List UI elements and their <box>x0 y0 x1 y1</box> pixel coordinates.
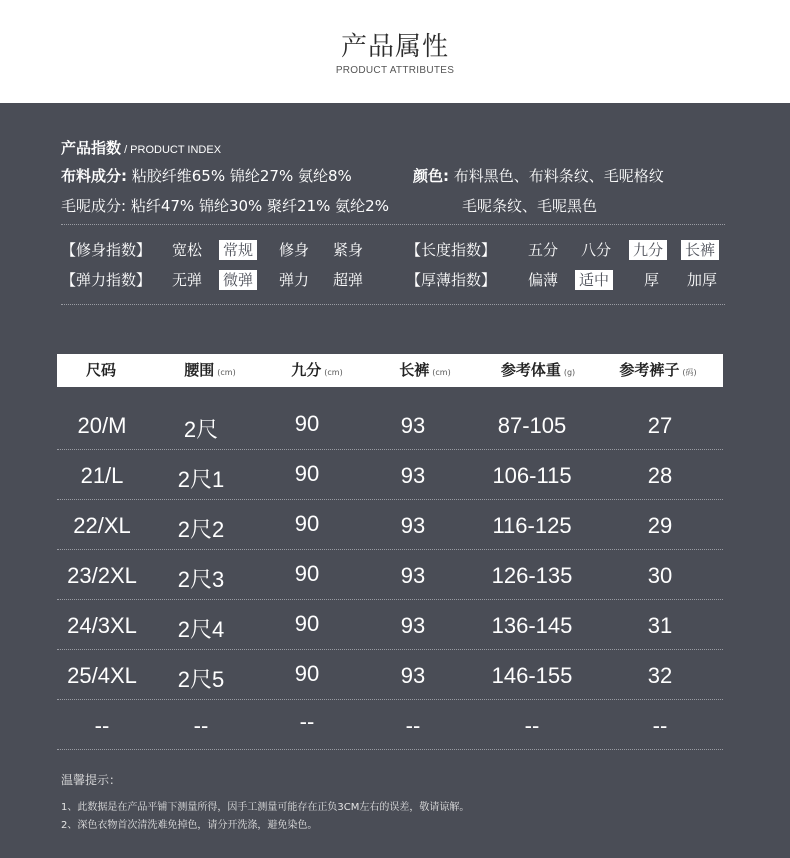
table-cell: 90 <box>294 611 320 636</box>
table-cell: 93 <box>400 613 426 638</box>
table-cell: 28 <box>647 463 673 488</box>
product-index-title: 产品指数 <box>61 139 122 157</box>
length-index-label: 【长度指数】 <box>406 241 497 259</box>
column-header: 参考体重 (g) <box>500 361 576 379</box>
elastic-option: 超弹 <box>333 271 364 289</box>
table-cell: 21/L <box>80 463 124 488</box>
table-cell: -- <box>652 713 668 738</box>
column-header: 长裤 (cm) <box>399 361 451 379</box>
page-subtitle: PRODUCT ATTRIBUTES <box>335 65 455 76</box>
table-cell: 29 <box>647 513 673 538</box>
table-cell: 2尺 <box>183 417 219 442</box>
table-cell: -- <box>94 713 110 738</box>
table-cell: 2尺3 <box>177 567 225 592</box>
table-cell: 30 <box>647 563 673 588</box>
table-cell: 20/M <box>77 413 127 438</box>
size-table-header <box>57 354 723 387</box>
elastic-index-label: 【弹力指数】 <box>61 271 152 289</box>
fit-index-label: 【修身指数】 <box>61 241 152 259</box>
row-divider <box>57 699 723 700</box>
thickness-option: 偏薄 <box>528 271 559 289</box>
table-cell: 93 <box>400 663 426 688</box>
table-cell: 116-125 <box>492 513 572 538</box>
product-index-heading <box>61 137 221 158</box>
wool-color: 毛呢条纹、毛呢黑色 <box>462 197 598 215</box>
table-cell: 23/2XL <box>67 563 137 588</box>
table-cell: 93 <box>400 413 426 438</box>
column-header: 九分 (cm) <box>291 361 343 379</box>
row-divider <box>57 499 723 500</box>
fit-option: 修身 <box>279 241 310 259</box>
elastic-option: 弹力 <box>279 271 310 289</box>
elastic-option: 无弹 <box>172 271 203 289</box>
row-divider <box>57 449 723 450</box>
divider <box>61 224 725 225</box>
divider <box>61 304 725 305</box>
column-header: 尺码 <box>85 361 117 379</box>
fit-option: 紧身 <box>333 241 364 259</box>
row-divider <box>57 649 723 650</box>
fabric-line <box>61 165 352 186</box>
length-option: 八分 <box>581 241 612 259</box>
table-cell: -- <box>524 713 540 738</box>
thickness-option: 加厚 <box>687 271 718 289</box>
table-cell: 126-135 <box>491 563 573 588</box>
table-cell: 87-105 <box>497 413 567 438</box>
notes-title: 温馨提示： <box>61 773 122 787</box>
table-cell: 27 <box>647 413 673 438</box>
table-cell: 90 <box>294 561 320 586</box>
table-cell: 31 <box>647 613 673 638</box>
table-cell: 90 <box>294 511 320 536</box>
table-cell: 93 <box>400 513 426 538</box>
table-cell: 106-115 <box>492 463 572 488</box>
table-cell: 93 <box>400 463 426 488</box>
row-divider <box>57 549 723 550</box>
table-cell: 93 <box>400 563 426 588</box>
table-cell: 2尺2 <box>177 517 225 542</box>
row-divider <box>57 749 723 750</box>
fit-option: 宽松 <box>172 241 203 259</box>
wool-value: 粘纤47% 锦纶30% 聚纤21% 氨纶2% <box>126 197 389 215</box>
index-row-fit-length <box>0 240 790 262</box>
table-cell: 22/XL <box>73 513 131 538</box>
color-label: 颜色: <box>413 167 449 185</box>
fabric-value: 粘胶纤维65% 锦纶27% 氨纶8% <box>127 167 352 185</box>
table-cell: 24/3XL <box>67 613 137 638</box>
fabric-label: 布料成分: <box>61 167 127 185</box>
length-option-selected: 长裤 <box>681 240 719 260</box>
table-cell: 25/4XL <box>67 663 137 688</box>
attributes-panel <box>0 103 790 858</box>
table-cell: 2尺5 <box>177 667 225 692</box>
index-row-elastic-thickness <box>0 270 790 292</box>
table-cell: 90 <box>294 411 320 436</box>
row-divider <box>57 599 723 600</box>
table-cell: -- <box>299 709 315 734</box>
note-item: 1、此数据是在产品平铺下测量所得，因手工测量可能存在正负3CM左右的误差，敬请谅解。 <box>61 802 470 813</box>
table-cell: 136-145 <box>491 613 573 638</box>
thickness-option: 厚 <box>644 271 660 289</box>
table-cell: -- <box>193 713 209 738</box>
page-title: 产品属性 <box>340 32 449 62</box>
elastic-option-selected: 微弹 <box>219 270 257 290</box>
table-cell: 32 <box>647 663 673 688</box>
length-option-selected: 九分 <box>629 240 667 260</box>
thickness-option-selected: 适中 <box>575 270 613 290</box>
wool-line <box>61 195 389 216</box>
table-cell: 90 <box>294 461 320 486</box>
table-cell: 2尺4 <box>177 617 225 642</box>
color-value: 布料黑色、布料条纹、毛呢格纹 <box>449 167 664 185</box>
column-header: 参考裤子 (码) <box>619 361 697 379</box>
length-option: 五分 <box>528 241 559 259</box>
page-header <box>0 0 790 103</box>
thickness-index-label: 【厚薄指数】 <box>406 271 497 289</box>
table-cell: 146-155 <box>491 663 573 688</box>
color-line <box>413 165 664 186</box>
column-header: 腰围 (cm) <box>184 361 236 379</box>
fit-option-selected: 常规 <box>219 240 257 260</box>
table-cell: 90 <box>294 661 320 686</box>
wool-label: 毛呢成分: <box>61 197 127 215</box>
note-item: 2、深色衣物首次清洗难免掉色，请分开洗涤，避免染色。 <box>61 820 318 831</box>
table-cell: 2尺1 <box>177 467 225 492</box>
table-cell: -- <box>405 713 421 738</box>
product-index-title-en: / PRODUCT INDEX <box>121 144 222 156</box>
